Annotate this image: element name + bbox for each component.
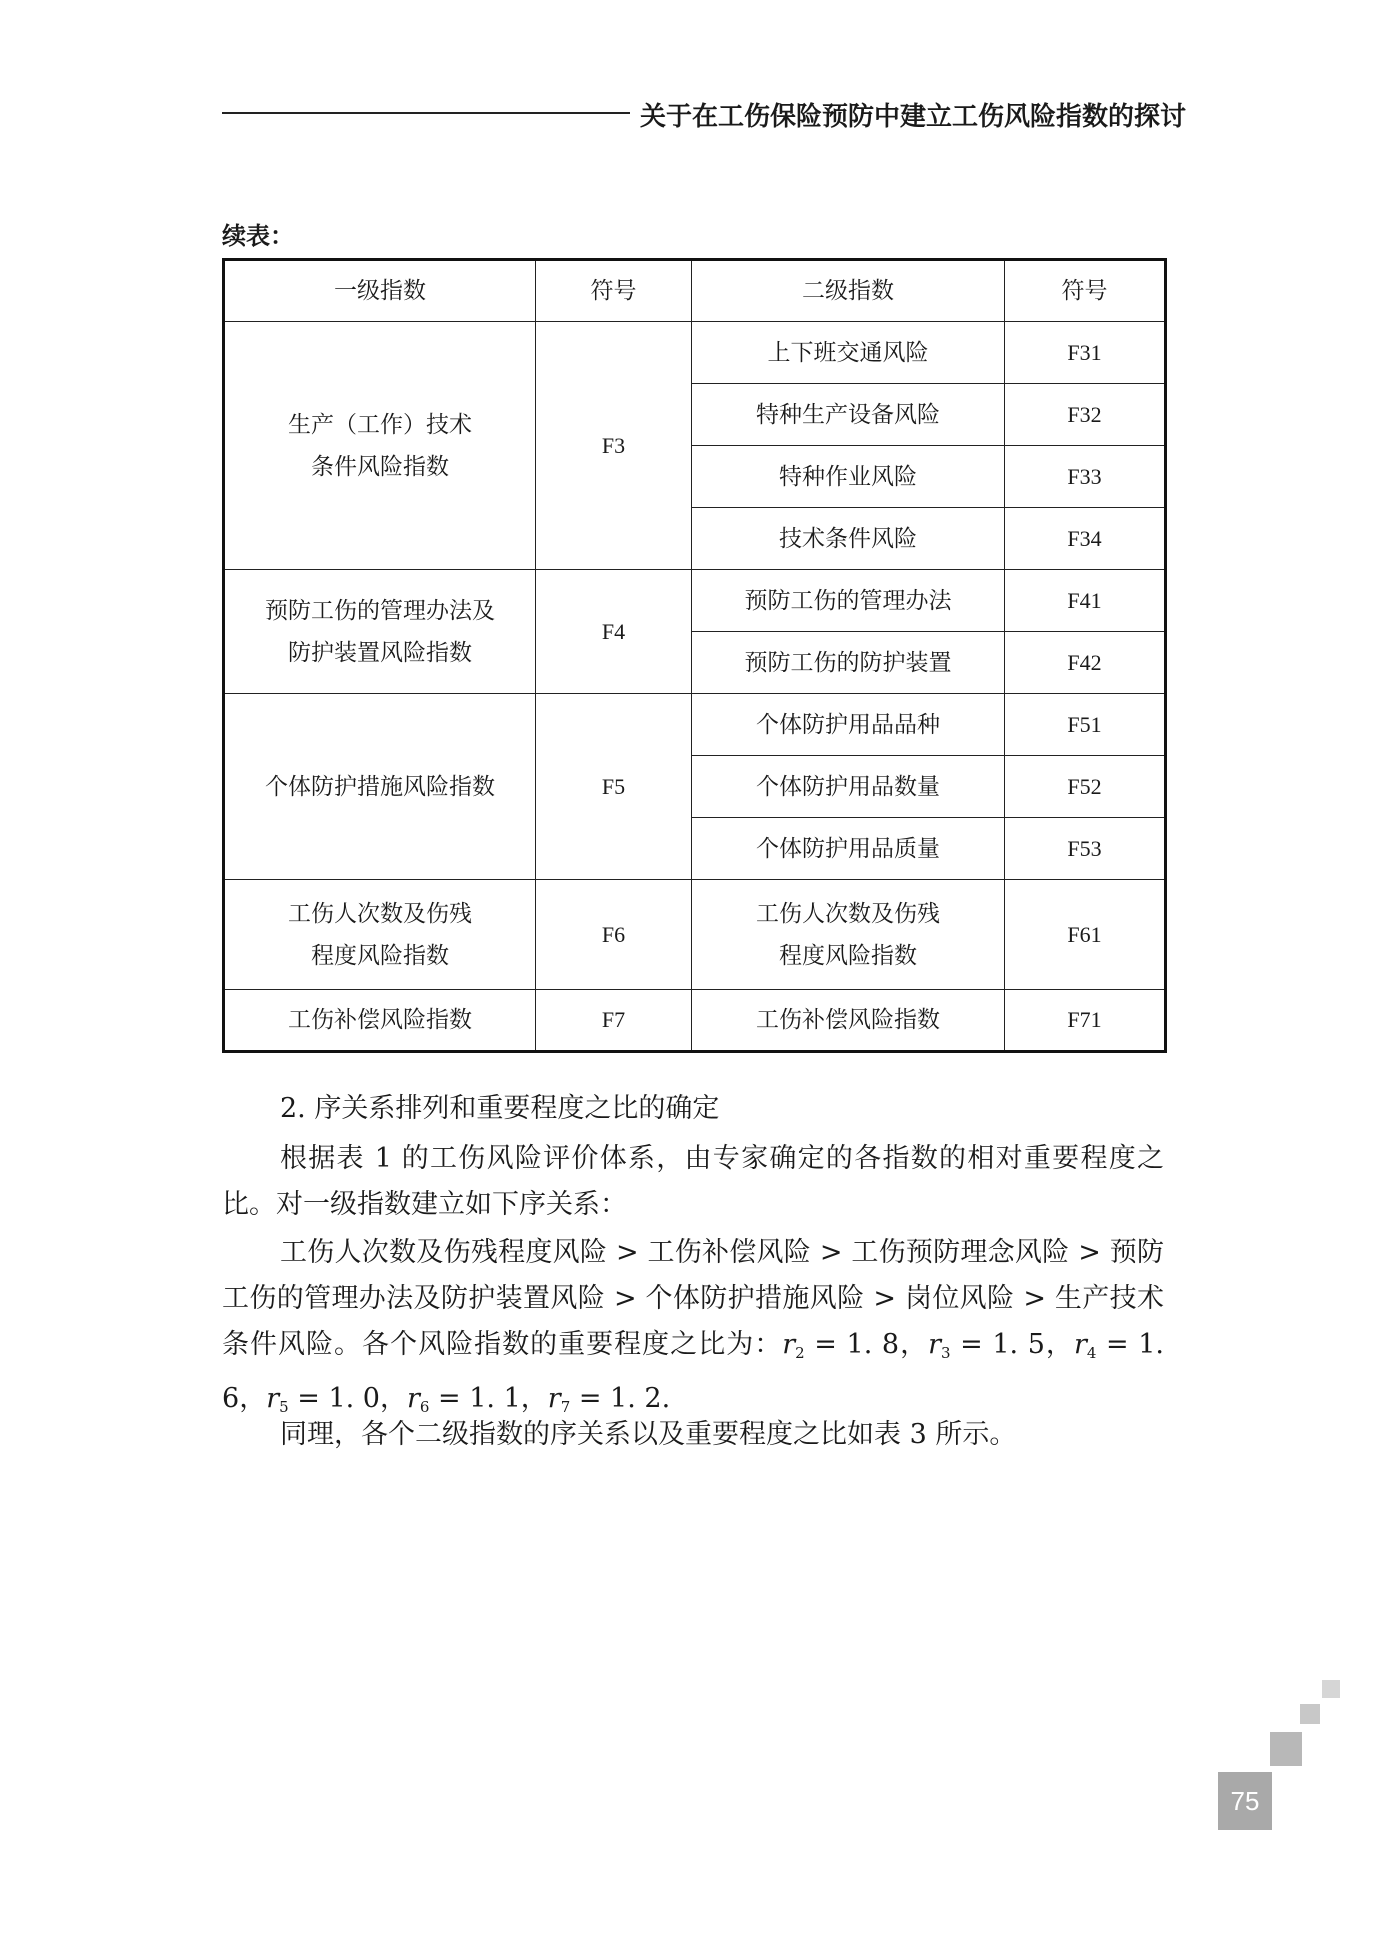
- level2-code: F34: [1005, 508, 1166, 570]
- level2-name: 上下班交通风险: [692, 322, 1005, 384]
- level2-name: 预防工伤的防护装置: [692, 632, 1005, 694]
- level2-name: 技术条件风险: [692, 508, 1005, 570]
- level2-name: 工伤人次数及伤残: [756, 900, 940, 927]
- ratio-var: r: [547, 1383, 561, 1414]
- ratio-var: r: [782, 1329, 796, 1360]
- paragraph-2: [222, 1230, 1164, 1430]
- level2-code: F61: [1005, 880, 1166, 990]
- decor-square: [1300, 1704, 1320, 1724]
- level1-code: F3: [536, 322, 692, 570]
- col-header-symbol: 符号: [536, 260, 692, 322]
- level2-code: F71: [1005, 990, 1166, 1052]
- ratio-var: r: [406, 1383, 420, 1414]
- level2-code: F51: [1005, 694, 1166, 756]
- ratio-list: $r_2 = 1$. 8，$r_3 = 1$. 5，$r_4 = 1$. 6，$r_5 = 1$. 0，$r_6 = 1$. 1，$r_7 = 1$. 2.: [222, 1329, 1164, 1416]
- level2-name: 程度风险指数: [779, 942, 917, 969]
- col-header-level1: 一级指数: [224, 260, 536, 322]
- ratio-sub: 5: [279, 1398, 289, 1416]
- ratio-sub: 6: [419, 1398, 430, 1416]
- index-table: [222, 258, 1167, 1053]
- ratio-var: r: [1073, 1329, 1087, 1360]
- level1-code: F6: [536, 880, 692, 990]
- header-rule: [222, 112, 630, 114]
- ratio-value: 1. 8: [846, 1329, 900, 1360]
- table-row: [224, 990, 1166, 1052]
- level1-label: 工伤补偿风险指数: [288, 1007, 472, 1033]
- level1-label: 条件风险指数: [311, 453, 449, 480]
- level2-name: 工伤补偿风险指数: [692, 990, 1005, 1052]
- level2-code: F32: [1005, 384, 1166, 446]
- table-row: [224, 694, 1166, 756]
- page-number: 75: [1218, 1772, 1272, 1830]
- level1-label: 个体防护措施风险指数: [265, 773, 495, 800]
- paragraph-1: 根据表 1 的工伤风险评价体系，由专家确定的各指数的相对重要程度之比。对一级指数建立如下序关系：: [222, 1143, 1164, 1220]
- level2-code: F41: [1005, 570, 1166, 632]
- running-header-title: 关于在工伤保险预防中建立工伤风险指数的探讨: [640, 102, 1187, 132]
- ratio-sub: 3: [941, 1344, 951, 1362]
- ratio-value: 1. 1: [469, 1383, 521, 1414]
- ratio-sub: 4: [1086, 1344, 1097, 1362]
- ratio-sub: 2: [795, 1344, 805, 1362]
- table-row: [224, 570, 1166, 632]
- level2-name: 个体防护用品数量: [692, 756, 1005, 818]
- level2-name: 预防工伤的管理办法: [692, 570, 1005, 632]
- table-row: [224, 880, 1166, 990]
- level2-code: F33: [1005, 446, 1166, 508]
- level1-cell: [224, 322, 536, 570]
- section-heading: 2. 序关系排列和重要程度之比的确定: [280, 1093, 720, 1124]
- level1-label: 程度风险指数: [311, 942, 449, 969]
- decor-square: [1322, 1680, 1340, 1698]
- level1-label: 防护装置风险指数: [288, 639, 472, 666]
- ratio-var: r: [928, 1329, 942, 1360]
- level1-code: F4: [536, 570, 692, 694]
- paragraph-2-text: 工伤人次数及伤残程度风险 > 工伤补偿风险 > 工伤预防理念风险 > 预防工伤的管理办法及防护装置风险 > 个体防护措施风险 > 岗位风险 > 生产技术条件风险。各个风险指数的重要程度之比为：: [222, 1237, 1164, 1360]
- paragraph-3: 同理，各个二级指数的序关系以及重要程度之比如表 3 所示。: [280, 1419, 1017, 1450]
- level2-code: F42: [1005, 632, 1166, 694]
- level2-code: F31: [1005, 322, 1166, 384]
- level2-name-cell: [692, 880, 1005, 990]
- ratio-value: 1. 5: [992, 1329, 1045, 1360]
- table-caption: 续表：: [222, 222, 294, 250]
- col-header-symbol-2: 符号: [1005, 260, 1166, 322]
- level1-cell: [224, 570, 536, 694]
- ratio-value: 1. 2: [610, 1383, 662, 1414]
- ratio-var: r: [266, 1383, 280, 1414]
- ratio-sub: 7: [560, 1398, 571, 1416]
- level2-name: 特种作业风险: [692, 446, 1005, 508]
- level2-code: F53: [1005, 818, 1166, 880]
- level1-label: 生产（工作）技术: [288, 411, 472, 438]
- level1-cell: [224, 880, 536, 990]
- ratio-value: 1. 0: [328, 1383, 380, 1414]
- ratio-value: 1. 6: [222, 1329, 1164, 1414]
- level1-cell: [224, 694, 536, 880]
- decor-square: [1270, 1732, 1302, 1766]
- col-header-level2: 二级指数: [692, 260, 1005, 322]
- level1-code: F5: [536, 694, 692, 880]
- level1-label: 预防工伤的管理办法及: [265, 597, 495, 624]
- level1-cell: [224, 990, 536, 1052]
- level1-label: 工伤人次数及伤残: [288, 900, 472, 927]
- level2-name: 个体防护用品品种: [692, 694, 1005, 756]
- level2-name: 特种生产设备风险: [692, 384, 1005, 446]
- level2-name: 个体防护用品质量: [692, 818, 1005, 880]
- table-row: [224, 322, 1166, 384]
- level1-code: F7: [536, 990, 692, 1052]
- level2-code: F52: [1005, 756, 1166, 818]
